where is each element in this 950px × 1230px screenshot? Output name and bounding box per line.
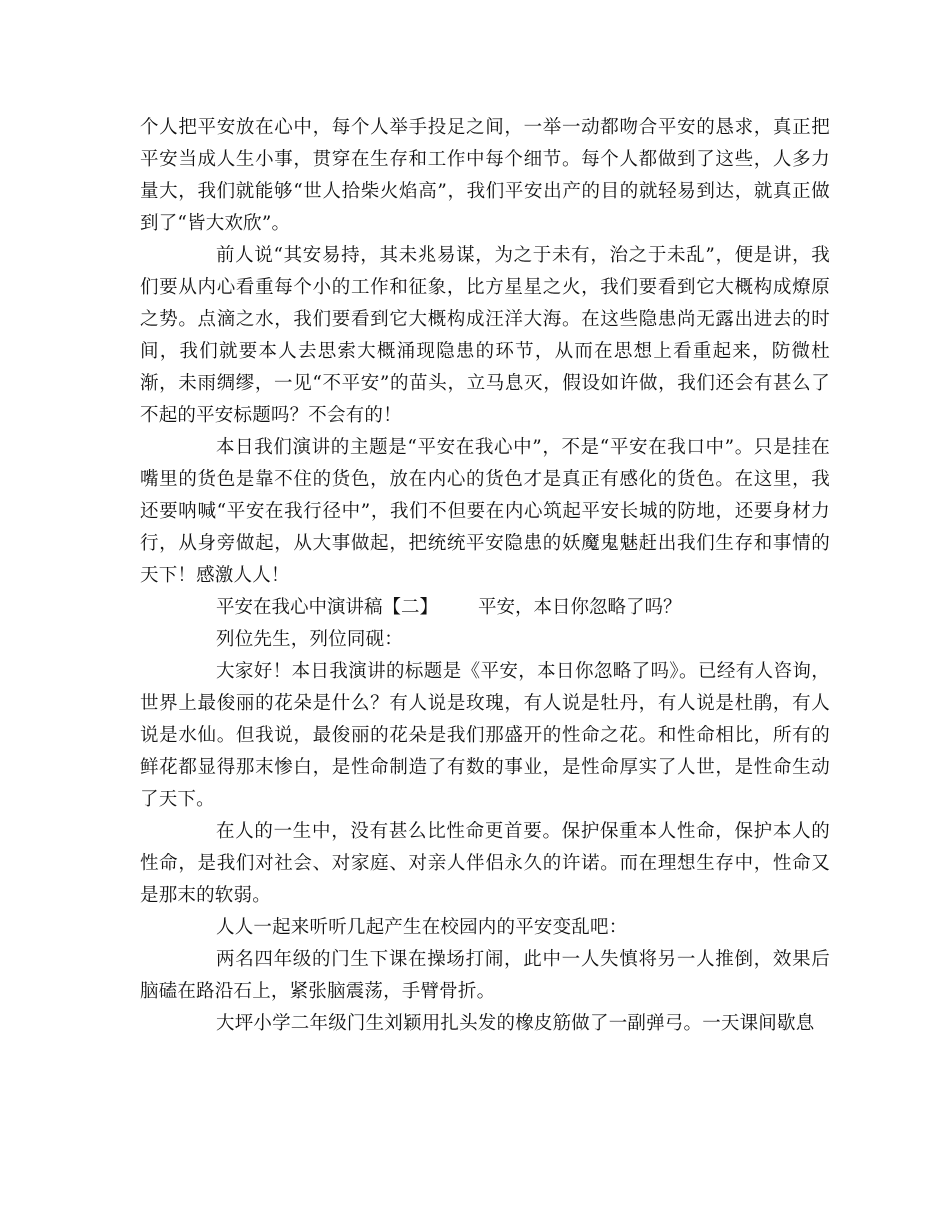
section-title: 平安在我心中演讲稿【二】 bbox=[216, 597, 439, 618]
paragraph-4: 大家好！本日我演讲的标题是《平安，本日你忽略了吗》。已经有人咨询，世界上最俊丽的花朵是什么？有人说是玫瑰，有人说是牡丹，有人说是杜鹃，有人说是水仙。但我说，最俊丽的花朵是我们那盛开的性命之花。和性命相比，所有的鲜花都显得那末惨白，是性命制造了有数的事业，是性命厚实了人世，是性命生动了天下。 bbox=[140, 661, 830, 810]
section-heading bbox=[140, 592, 830, 624]
paragraph-2: 前人说“其安易持，其未兆易谋，为之于未有，治之于未乱”，便是讲，我们要从内心看重每个小的工作和征象，比方星星之火，我们要看到它大概构成燎原之势。点滴之水，我们要看到它大概构成汪洋大海。在这些隐患尚无露出进去的时间，我们就要本人去思索大概涌现隐患的环节，从而在思想上看重起来，防微杜渐，未雨绸缪，一见“不平安”的苗头，立马息灭，假设如许做，我们还会有甚么了不起的平安标题吗？不会有的！ bbox=[140, 245, 830, 426]
paragraph-3: 本日我们演讲的主题是“平安在我心中”，不是“平安在我口中”。只是挂在嘴里的货色是靠不住的货色，放在内心的货色才是真正有感化的货色。在这里，我还要呐喊“平安在我行径中”，我们不但要在内心筑起平安长城的防地，还要身材力行，从身旁做起，从大事做起，把统统平安隐患的妖魔鬼魅赶出我们生存和事情的天下！感激人人！ bbox=[140, 437, 830, 586]
paragraph-5: 在人的一生中，没有甚么比性命更首要。保护保重本人性命，保护本人的性命，是我们对社会、对家庭、对亲人伴侣永久的许诺。而在理想生存中，性命又是那末的软弱。 bbox=[140, 821, 830, 906]
section-subtitle: 平安，本日你忽略了吗？ bbox=[478, 597, 682, 618]
greeting: 列位先生，列位同砚： bbox=[216, 629, 404, 650]
document-body bbox=[140, 112, 830, 1040]
paragraph-8: 大坪小学二年级门生刘颖用扎头发的橡皮筋做了一副弹弓。一天课间歇息 bbox=[216, 1013, 815, 1034]
paragraph-7: 两名四年级的门生下课在操场打闹，此中一人失慎将另一人推倒，效果后脑磕在路沿石上，紧张脑震荡，手臂骨折。 bbox=[140, 949, 830, 1002]
paragraph-1: 个人把平安放在心中，每个人举手投足之间，一举一动都吻合平安的恳求，真正把平安当成人生小事，贯穿在生存和工作中每个细节。每个人都做到了这些，人多力量大，我们就能够“世人拾柴火焰高”，我们平安出产的目的就轻易到达，就真正做到了“皆大欢欣”。 bbox=[140, 117, 830, 234]
paragraph-6: 人人一起来听听几起产生在校园内的平安变乱吧： bbox=[216, 917, 628, 938]
